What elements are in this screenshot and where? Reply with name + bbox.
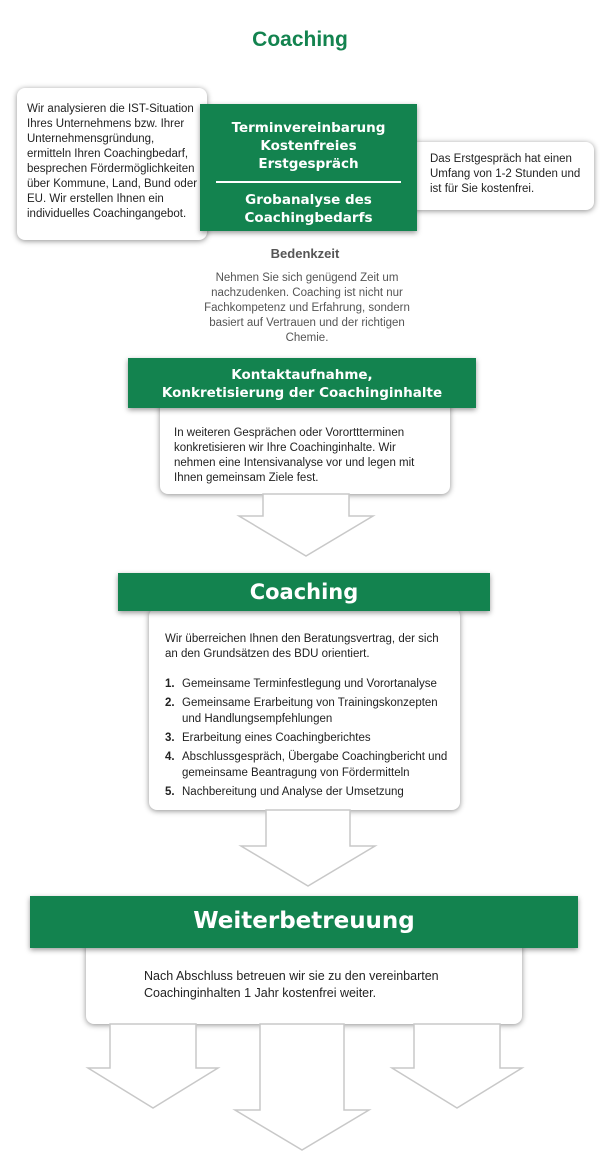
step-number: 1.	[165, 678, 175, 690]
kontakt-line-1: Kontaktaufnahme,	[231, 367, 373, 383]
bedenkzeit-heading: Bedenkzeit	[270, 246, 340, 261]
erstgespraech-divider	[216, 181, 401, 183]
coaching-step	[165, 676, 450, 692]
arrow-down-icon	[390, 1024, 524, 1110]
step-number: 4.	[165, 751, 175, 763]
step-number: 2.	[165, 697, 175, 709]
erstgespraech-box	[200, 104, 417, 231]
arrow-down-icon	[86, 1024, 220, 1110]
weiter-box	[30, 896, 578, 948]
erstgespraech-line-3: Erstgespräch	[258, 156, 359, 172]
arrow-down-icon	[238, 810, 378, 888]
duration-card	[410, 142, 594, 210]
coaching-heading: Coaching	[249, 580, 359, 604]
analysis-text: Wir analysieren die IST-Situation Ihres Unternehmens bzw. Ihrer Unternehmensgründung, ermitteln Ihren Coachingbedarf, besprechen Fördermöglichkeiten über Kommune, Land, Bund oder EU. Wir erstellen Ihnen ein individuelles Coachingangebot.	[27, 103, 198, 220]
arrow-down-icon	[232, 1024, 372, 1152]
kontakt-card	[160, 396, 450, 494]
weiter-heading: Weiterbetreuung	[193, 908, 415, 934]
weiter-card	[86, 940, 522, 1024]
kontakt-box	[128, 358, 476, 408]
weiter-text: Nach Abschluss betreuen wir sie zu den vereinbarten Coachinginhalten 1 Jahr kostenfrei weiter.	[144, 969, 439, 1000]
bedenkzeit-text: Nehmen Sie sich genügend Zeit um nachzudenken. Coaching ist nicht nur Fachkompetenz und Erfahrung, sondern basiert auf Vertrauen und der richtigen Chemie.	[204, 272, 410, 344]
coaching-step	[165, 749, 450, 781]
kontakt-text: In weiteren Gesprächen oder Vororttterminen konkretisieren wir Ihre Coachinginhalte. Wir nehmen eine Intensivanalyse vor und legen mit Ihnen gemeinsam Ziele fest.	[174, 427, 415, 484]
step-text: Nachbereitung und Analyse der Umsetzung	[182, 786, 404, 798]
coaching-step	[165, 784, 450, 800]
analysis-card	[17, 88, 207, 240]
coaching-steps	[165, 676, 450, 800]
step-number: 3.	[165, 732, 175, 744]
step-text: Gemeinsame Erarbeitung von Trainingskonzepten und Handlungsempfehlungen	[182, 697, 438, 725]
coaching-step	[165, 730, 450, 746]
erstgespraech-line-1: Terminvereinbarung	[231, 120, 386, 136]
grobanalyse-line-2: Coachingbedarfs	[244, 210, 373, 226]
grobanalyse-line-1: Grobanalyse des	[245, 192, 372, 208]
step-text: Gemeinsame Terminfestlegung und Vorortanalyse	[182, 678, 437, 690]
duration-text: Das Erstgespräch hat einen Umfang von 1-2 Stunden und ist für Sie kostenfrei.	[430, 153, 581, 195]
step-text: Erarbeitung eines Coachingberichtes	[182, 732, 371, 744]
step-text: Abschlussgespräch, Übergabe Coachingbericht und gemeinsame Beantragung von Fördermitteln	[182, 751, 448, 779]
coaching-box	[118, 573, 490, 611]
coaching-intro: Wir überreichen Ihnen den Beratungsvertrag, der sich an den Grundsätzen des BDU orientiert.	[165, 633, 439, 660]
coaching-step	[165, 695, 450, 727]
erstgespraech-line-2: Kostenfreies	[260, 138, 357, 154]
page-title: Coaching	[252, 28, 348, 51]
step-number: 5.	[165, 786, 175, 798]
kontakt-line-2: Konkretisierung der Coachinginhalte	[161, 385, 443, 401]
coaching-card	[149, 608, 460, 810]
arrow-down-icon	[236, 494, 376, 558]
